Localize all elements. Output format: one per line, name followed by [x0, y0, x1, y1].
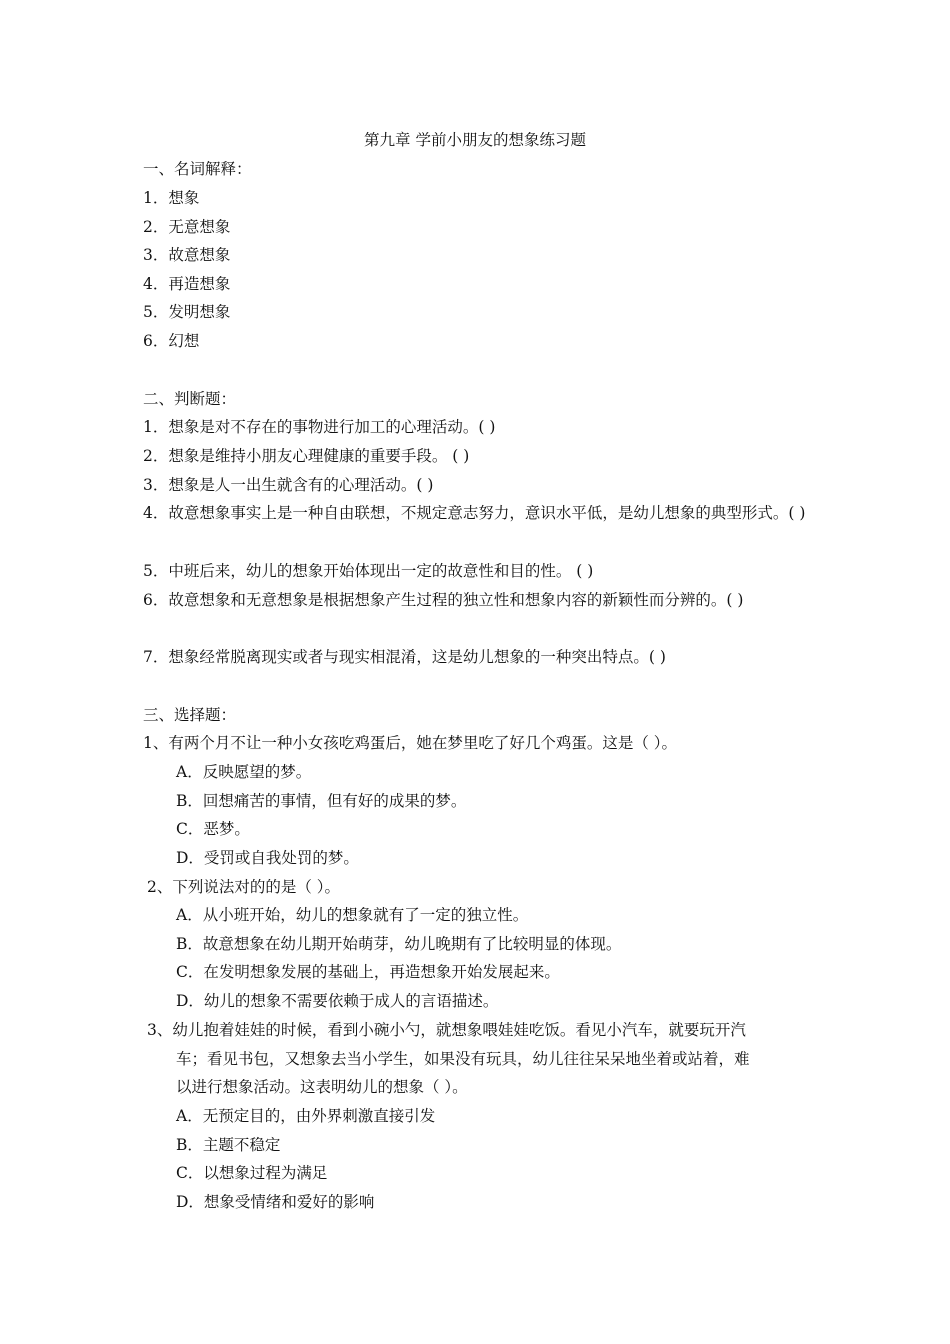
- question-stem-continued: 车；看见书包，又想象去当小学生，如果没有玩具，幼儿往往呆呆地坐着或站着，难: [176, 1050, 750, 1068]
- question-stem: 1、有两个月不让一种小女孩吃鸡蛋后，她在梦里吃了好几个鸡蛋。这是（ ）。: [143, 734, 678, 752]
- definition-item: 4．再造想象: [143, 275, 231, 293]
- definition-item: 6．幻想: [143, 332, 200, 350]
- true-false-item: 4．故意想象事实上是一种自由联想，不规定意志努力，意识水平低，是幼儿想象的典型形式。( ): [143, 504, 806, 522]
- true-false-item: 1．想象是对不存在的事物进行加工的心理活动。( ): [143, 418, 496, 436]
- answer-option: C．在发明想象发展的基础上，再造想象开始发展起来。: [176, 963, 560, 981]
- answer-option: D．幼儿的想象不需要依赖于成人的言语描述。: [176, 992, 499, 1010]
- answer-option: A．从小班开始，幼儿的想象就有了一定的独立性。: [176, 906, 529, 924]
- question-stem-continued: 以进行想象活动。这表明幼儿的想象（ ）。: [176, 1078, 468, 1096]
- answer-option: D．想象受情绪和爱好的影响: [176, 1193, 375, 1211]
- definition-item: 5．发明想象: [143, 303, 231, 321]
- true-false-item: 5．中班后来，幼儿的想象开始体现出一定的故意性和目的性。 ( ): [143, 562, 594, 580]
- document-title: 第九章 学前小朋友的想象练习题: [364, 131, 586, 149]
- section-heading-true-false: 二、判断题：: [143, 390, 237, 408]
- answer-option: A．无预定目的，由外界刺激直接引发: [176, 1107, 436, 1125]
- answer-option: C．恶梦。: [176, 820, 250, 838]
- definition-item: 3．故意想象: [143, 246, 231, 264]
- section-heading-definitions: 一、名词解释：: [143, 160, 252, 178]
- true-false-item: 7．想象经常脱离现实或者与现实相混淆，这是幼儿想象的一种突出特点。( ): [143, 648, 666, 666]
- answer-option: B．故意想象在幼儿期开始萌芽，幼儿晚期有了比较明显的体现。: [176, 935, 622, 953]
- answer-option: A．反映愿望的梦。: [176, 763, 312, 781]
- answer-option: C．以想象过程为满足: [176, 1164, 328, 1182]
- question-stem: 3、幼儿抱着娃娃的时候，看到小碗小勺，就想象喂娃娃吃饭。看见小汽车，就要玩开汽: [147, 1021, 746, 1039]
- section-heading-multiple-choice: 三、选择题：: [143, 706, 237, 724]
- true-false-item: 6．故意想象和无意想象是根据想象产生过程的独立性和想象内容的新颖性而分辨的。( ): [143, 591, 744, 609]
- true-false-item: 2．想象是维持小朋友心理健康的重要手段。 ( ): [143, 447, 470, 465]
- definition-item: 1．想象: [143, 189, 200, 207]
- answer-option: D．受罚或自我处罚的梦。: [176, 849, 359, 867]
- true-false-item: 3．想象是人一出生就含有的心理活动。( ): [143, 476, 434, 494]
- answer-option: B．主题不稳定: [176, 1136, 281, 1154]
- definition-item: 2．无意想象: [143, 218, 231, 236]
- answer-option: B．回想痛苦的事情，但有好的成果的梦。: [176, 792, 467, 810]
- question-stem: 2、下列说法对的的是（ ）。: [147, 878, 341, 896]
